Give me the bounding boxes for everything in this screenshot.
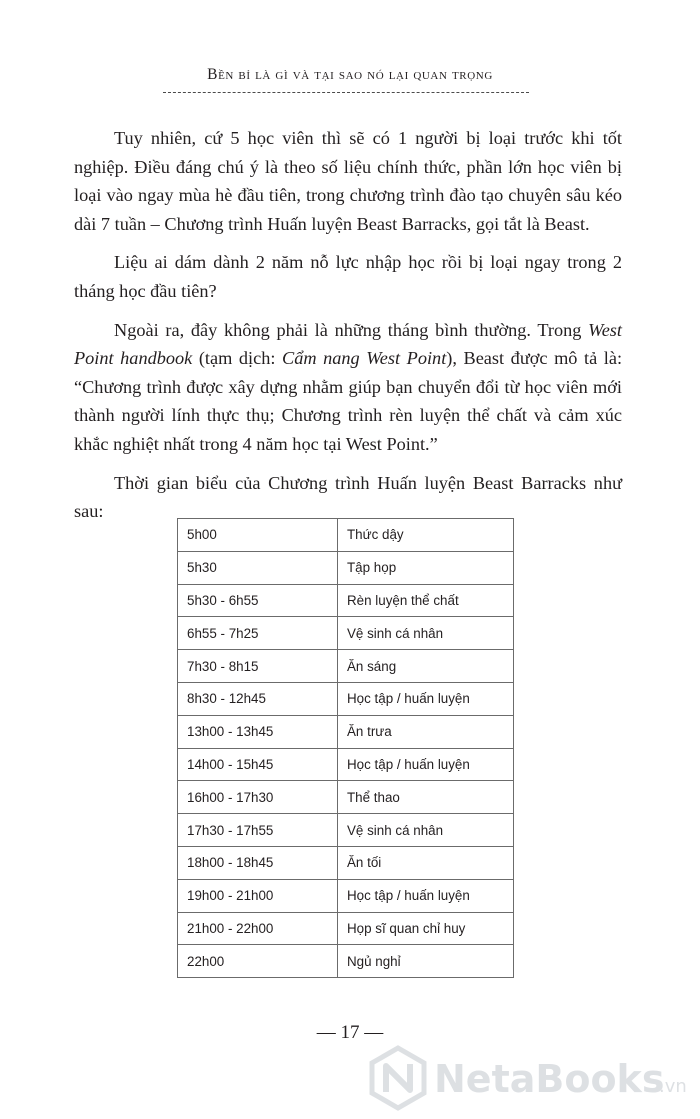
time-cell: 17h30 - 17h55 <box>178 814 338 847</box>
activity-cell: Thể thao <box>338 781 514 814</box>
table-row <box>178 846 514 879</box>
paragraph-1: Tuy nhiên, cứ 5 học viên thì sẽ có 1 người bị loại trước khi tốt nghiệp. Điều đáng chú ý là theo số liệu chính thức, phần lớn học viên bị loại vào ngay mùa hè đầu tiên, trong chương trình đào tạo chuyên sâu kéo dài 7 tuần – Chương trình Huấn luyện Beast Barracks, gọi tắt là Beast. <box>74 128 622 234</box>
table-row <box>178 879 514 912</box>
time-cell: 5h30 <box>178 551 338 584</box>
activity-cell: Học tập / huấn luyện <box>338 748 514 781</box>
activity-cell: Ăn tối <box>338 846 514 879</box>
time-cell: 5h30 - 6h55 <box>178 584 338 617</box>
time-cell: 5h00 <box>178 519 338 552</box>
time-cell: 16h00 - 17h30 <box>178 781 338 814</box>
watermark-brand: NetaBooks <box>434 1057 665 1101</box>
time-cell: 19h00 - 21h00 <box>178 879 338 912</box>
time-cell: 22h00 <box>178 945 338 978</box>
activity-cell: Ăn sáng <box>338 650 514 683</box>
time-cell: 6h55 - 7h25 <box>178 617 338 650</box>
time-cell: 14h00 - 15h45 <box>178 748 338 781</box>
page-number: — 17 — <box>316 1022 384 1043</box>
table-row <box>178 650 514 683</box>
paragraph-3-text-c: ), Beast được mô tả là: “Chương trình được xây dựng nhằm giúp bạn chuyển đổi từ học viên mới thành người lính thực thụ; Chương trình rèn luyện thể chất và cảm xúc khắc nghiệt nhất trong 4 năm học tại West Point.” <box>74 348 623 454</box>
activity-cell: Học tập / huấn luyện <box>338 682 514 715</box>
activity-cell: Rèn luyện thể chất <box>338 584 514 617</box>
time-cell: 21h00 - 22h00 <box>178 912 338 945</box>
paragraph-4: Thời gian biểu của Chương trình Huấn luyện Beast Barracks như sau: <box>74 472 622 522</box>
table-row <box>178 945 514 978</box>
activity-cell: Học tập / huấn luyện <box>338 879 514 912</box>
table-row <box>178 912 514 945</box>
activity-cell: Vệ sinh cá nhân <box>338 617 514 650</box>
time-cell: 8h30 - 12h45 <box>178 682 338 715</box>
time-cell: 18h00 - 18h45 <box>178 846 338 879</box>
activity-cell: Ăn trưa <box>338 715 514 748</box>
table-row <box>178 584 514 617</box>
schedule-table <box>177 518 514 978</box>
body-text <box>74 124 622 536</box>
table-row <box>178 781 514 814</box>
header-divider <box>163 92 529 93</box>
table-row <box>178 715 514 748</box>
table-row <box>178 682 514 715</box>
table-row <box>178 519 514 552</box>
netabooks-logo-icon <box>372 1048 424 1108</box>
paragraph-3-text-b: (tạm dịch: <box>192 348 283 369</box>
table-row <box>178 617 514 650</box>
book-title-english: West Point handbook <box>74 319 622 369</box>
table-row <box>178 551 514 584</box>
activity-cell: Tập họp <box>338 551 514 584</box>
table-row <box>178 814 514 847</box>
watermark-suffix: .vn <box>659 1076 687 1097</box>
activity-cell: Họp sĩ quan chỉ huy <box>338 912 514 945</box>
paragraph-3-text-a: Ngoài ra, đây không phải là những tháng bình thường. Trong <box>114 319 589 340</box>
time-cell: 13h00 - 13h45 <box>178 715 338 748</box>
activity-cell: Vệ sinh cá nhân <box>338 814 514 847</box>
paragraph-2: Liệu ai dám dành 2 năm nỗ lực nhập học rồi bị loại ngay trong 2 tháng học đầu tiên? <box>74 252 622 301</box>
activity-cell: Ngủ nghỉ <box>338 945 514 978</box>
running-header: Bền bỉ là gì và tại sao nó lại quan trọng <box>207 66 493 83</box>
paragraph-3 <box>74 316 622 459</box>
activity-cell: Thức dậy <box>338 519 514 552</box>
book-title-vietnamese: Cẩm nang West Point <box>282 348 447 369</box>
netabooks-watermark <box>368 1044 698 1112</box>
table-row <box>178 748 514 781</box>
time-cell: 7h30 - 8h15 <box>178 650 338 683</box>
